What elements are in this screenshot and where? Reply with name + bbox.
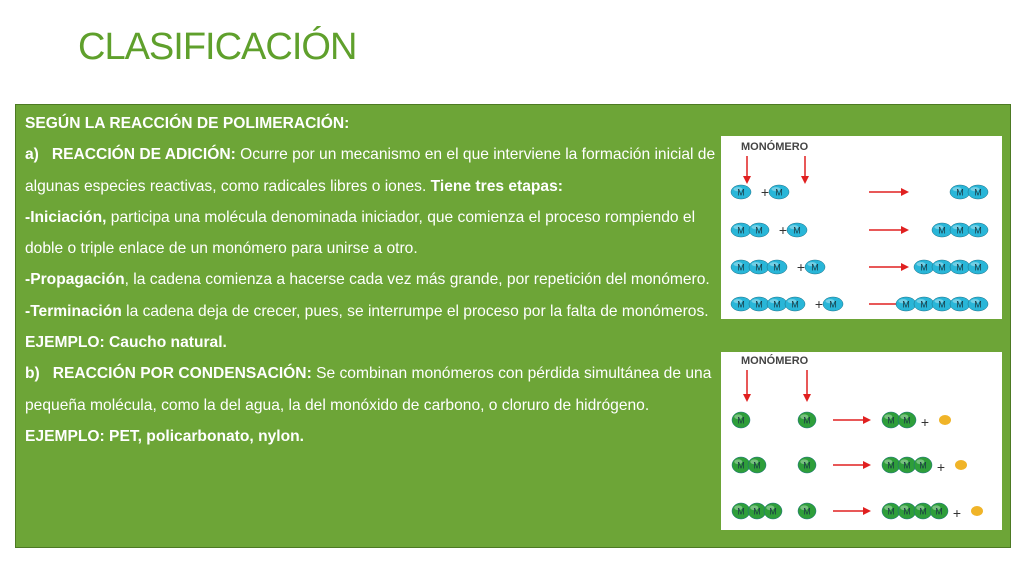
monomer-label: M: [803, 506, 811, 517]
monomer-label: M: [887, 415, 895, 426]
item-b-prefix: b): [25, 365, 53, 383]
item-b-label: REACCIÓN POR CONDENSACIÓN:: [52, 365, 312, 383]
monomer-label: M: [956, 187, 964, 198]
monomer-label: M: [775, 187, 783, 198]
plus-sign: +: [814, 296, 824, 312]
initiation-text: participa una molécula denominada iniciador, que comienza el proceso rompiendo el doble o triple enlace de un monómero para unirse a otro.: [25, 208, 696, 258]
plus-sign: +: [936, 459, 946, 475]
monomer-label: M: [919, 460, 927, 471]
monomer-label: M: [755, 225, 763, 236]
plus-sign: +: [952, 505, 962, 521]
monomer-label: M: [956, 225, 964, 236]
monomer-label: M: [935, 506, 943, 517]
content-panel: [15, 104, 1011, 548]
termination-text: la cadena deja de crecer, pues, se interrumpe el proceso por la falta de monómeros.: [121, 302, 709, 320]
monomer-label: M: [829, 299, 837, 310]
monomer-label: M: [737, 299, 745, 310]
monomer-label: M: [902, 299, 910, 310]
monomer-label: M: [974, 225, 982, 236]
monomer-label: M: [755, 262, 763, 273]
monomer-label: M: [920, 299, 928, 310]
monomer-label: M: [811, 262, 819, 273]
item-a-stages: Tiene tres etapas:: [430, 177, 563, 195]
reaction-arrowhead: [863, 507, 871, 515]
reaction-arrowhead: [901, 263, 909, 271]
monomer-pointer-head: [801, 176, 809, 184]
addition-diagram-svg: [721, 136, 1002, 319]
monomer-label: M: [887, 506, 895, 517]
monomer-pointer-head: [803, 394, 811, 402]
monomer-label: M: [737, 415, 745, 426]
monomer-label: M: [956, 262, 964, 273]
propagation-label: -Propagación: [25, 271, 125, 289]
monomer-label: M: [938, 262, 946, 273]
reaction-arrowhead: [863, 461, 871, 469]
body-text: [25, 108, 725, 452]
monomer-label: M: [737, 225, 745, 236]
example-b: EJEMPLO: PET, policarbonato, nylon.: [25, 427, 304, 445]
byproduct-molecule: [939, 415, 951, 425]
monomer-label: M: [737, 506, 745, 517]
monomer-label: M: [791, 299, 799, 310]
item-a-prefix: a): [25, 146, 52, 164]
monomer-label: M: [903, 460, 911, 471]
monomer-label: M: [755, 299, 763, 310]
propagation-text: , la cadena comienza a hacerse cada vez más grande, por repetición del monómero.: [124, 271, 710, 289]
reaction-arrowhead: [901, 226, 909, 234]
monomer-pointer-head: [743, 176, 751, 184]
plus-sign: +: [778, 222, 788, 238]
condensation-diagram-svg: [721, 352, 1002, 530]
termination-label: -Terminación: [25, 302, 122, 320]
monomer-label: M: [803, 415, 811, 426]
monomer-label: M: [773, 262, 781, 273]
addition-diagram: [721, 136, 1002, 319]
monomer-label: M: [974, 262, 982, 273]
monomer-label: M: [938, 299, 946, 310]
monomer-label: M: [803, 460, 811, 471]
monomer-label: M: [938, 225, 946, 236]
monomer-label: M: [920, 262, 928, 273]
example-a: EJEMPLO: Caucho natural.: [25, 334, 227, 352]
item-b-text: Se combinan monómeros con pérdida simultánea de una pequeña molécula, como la del agua, la del monóxido de carbono, o cloruro de hidrógeno.: [25, 365, 712, 414]
section-heading: SEGÚN LA REACCIÓN DE POLIMERACIÓN:: [25, 115, 350, 132]
condensation-diagram-header: MONÓMERO: [741, 355, 809, 367]
monomer-label: M: [769, 506, 777, 517]
byproduct-molecule: [955, 460, 967, 470]
monomer-label: M: [773, 299, 781, 310]
monomer-label: M: [919, 506, 927, 517]
reaction-arrowhead: [863, 416, 871, 424]
monomer-label: M: [974, 187, 982, 198]
condensation-diagram: [721, 352, 1002, 530]
byproduct-molecule: [971, 506, 983, 516]
monomer-label: M: [956, 299, 964, 310]
monomer-pointer-head: [743, 394, 751, 402]
monomer-label: M: [974, 299, 982, 310]
monomer-label: M: [753, 506, 761, 517]
monomer-label: M: [887, 460, 895, 471]
monomer-label: M: [753, 460, 761, 471]
plus-sign: +: [796, 259, 806, 275]
plus-sign: +: [760, 184, 770, 200]
monomer-label: M: [737, 262, 745, 273]
reaction-arrowhead: [901, 188, 909, 196]
plus-sign: +: [920, 414, 930, 430]
monomer-label: M: [903, 506, 911, 517]
monomer-label: M: [737, 187, 745, 198]
monomer-label: M: [793, 225, 801, 236]
addition-diagram-header: MONÓMERO: [741, 141, 809, 153]
monomer-label: M: [903, 415, 911, 426]
monomer-label: M: [737, 460, 745, 471]
initiation-label: -Iniciación,: [25, 208, 107, 226]
item-a-label: REACCIÓN DE ADICIÓN:: [51, 146, 236, 164]
item-a-text: Ocurre por un mecanismo en el que interviene la formación inicial de algunas especies reactivas, como radicales libres o iones.: [25, 146, 716, 195]
slide-title: CLASIFICACIÓN: [78, 26, 357, 68]
